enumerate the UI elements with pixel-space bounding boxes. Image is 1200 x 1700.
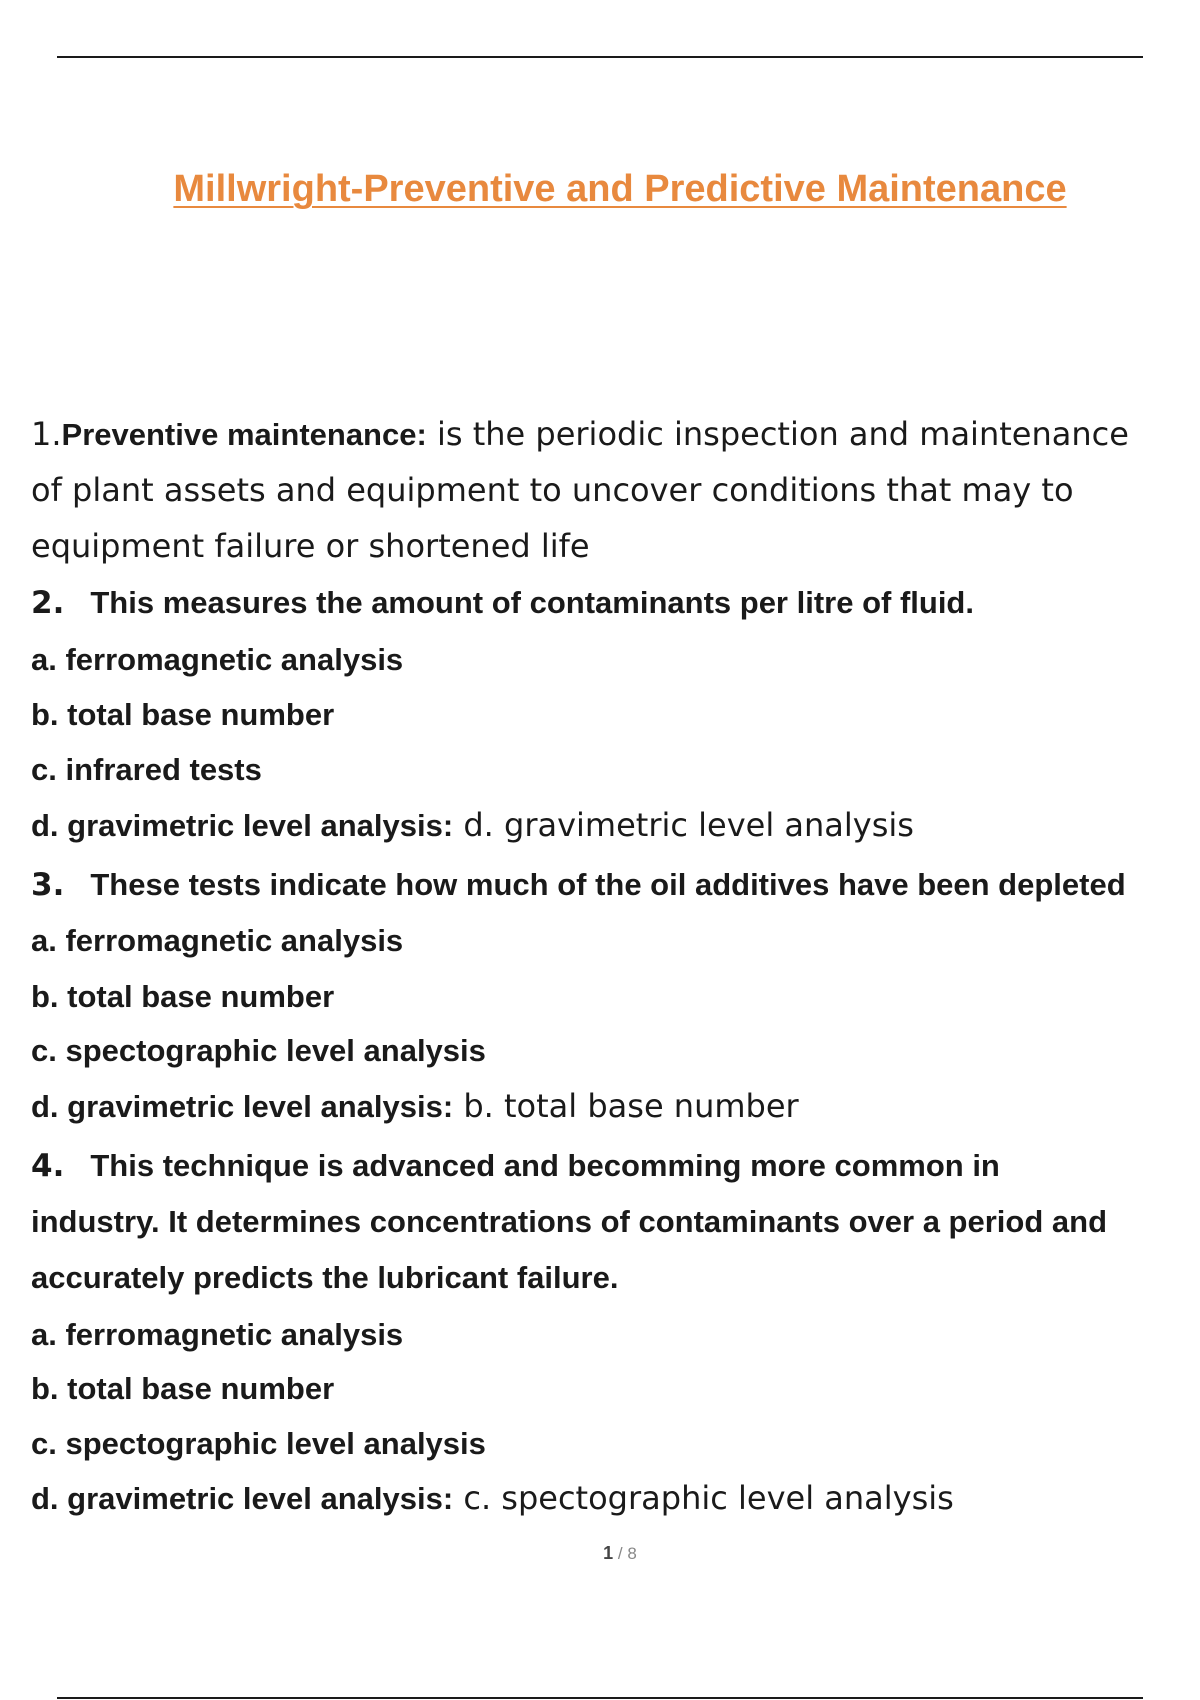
q4-answer: c. spectographic level analysis	[453, 1479, 954, 1517]
q4-question-part-3: accurately predicts the lubricant failure.	[31, 1260, 619, 1295]
q3-option-c: c. spectographic level analysis	[31, 1033, 486, 1068]
q1-number: 1.	[31, 415, 62, 453]
q4-option-d-line	[31, 1479, 954, 1517]
q2-option-d: d. gravimetric level analysis:	[31, 808, 454, 843]
q4-option-a: a. ferromagnetic analysis	[31, 1317, 404, 1352]
page-current: 1	[603, 1543, 614, 1563]
q1-term: Preventive maintenance:	[61, 417, 427, 452]
q2-question-line	[31, 587, 974, 619]
q2-number: 2.	[31, 585, 65, 621]
q1-definition-part-2: of plant assets and equipment to uncover conditions that may to	[31, 471, 1074, 509]
q3-question-line	[31, 869, 1126, 901]
q4-option-b: b. total base number	[31, 1371, 335, 1406]
q4-question-line-1	[31, 1150, 1000, 1182]
q2-option-a: a. ferromagnetic analysis	[31, 642, 404, 677]
q4-question-part-2: industry. It determines concentrations of contaminants over a period and	[31, 1204, 1108, 1239]
q1-definition-part-3: equipment failure or shortened life	[31, 527, 590, 565]
q4-question-part-1: This technique is advanced and becomming more common in	[90, 1148, 1000, 1183]
q3-answer: b. total base number	[453, 1087, 799, 1125]
q3-number: 3.	[31, 867, 65, 903]
q1-definition-part-1: is the periodic inspection and maintenance	[426, 415, 1129, 453]
q3-option-b: b. total base number	[31, 979, 335, 1014]
bottom-rule	[57, 1697, 1143, 1699]
page-total: 8	[627, 1544, 637, 1563]
q2-option-d-line	[31, 806, 914, 844]
q2-question: This measures the amount of contaminants per litre of fluid.	[90, 585, 974, 620]
q4-number: 4.	[31, 1148, 65, 1184]
top-rule	[57, 56, 1143, 58]
page-separator: /	[613, 1544, 628, 1563]
q3-option-d: d. gravimetric level analysis:	[31, 1089, 454, 1124]
q2-option-b: b. total base number	[31, 697, 335, 732]
q4-option-c: c. spectographic level analysis	[31, 1426, 486, 1461]
page-number	[0, 1543, 1200, 1564]
q1-line-1	[31, 415, 1129, 453]
q2-option-c: c. infrared tests	[31, 752, 262, 787]
q3-option-a: a. ferromagnetic analysis	[31, 923, 404, 958]
document-title: Millwright-Preventive and Predictive Maintenance	[173, 168, 1067, 210]
q3-option-d-line	[31, 1087, 799, 1125]
q4-option-d: d. gravimetric level analysis:	[31, 1481, 454, 1516]
q2-answer: d. gravimetric level analysis	[453, 806, 914, 844]
q3-question: These tests indicate how much of the oil additives have been depleted	[90, 867, 1126, 902]
